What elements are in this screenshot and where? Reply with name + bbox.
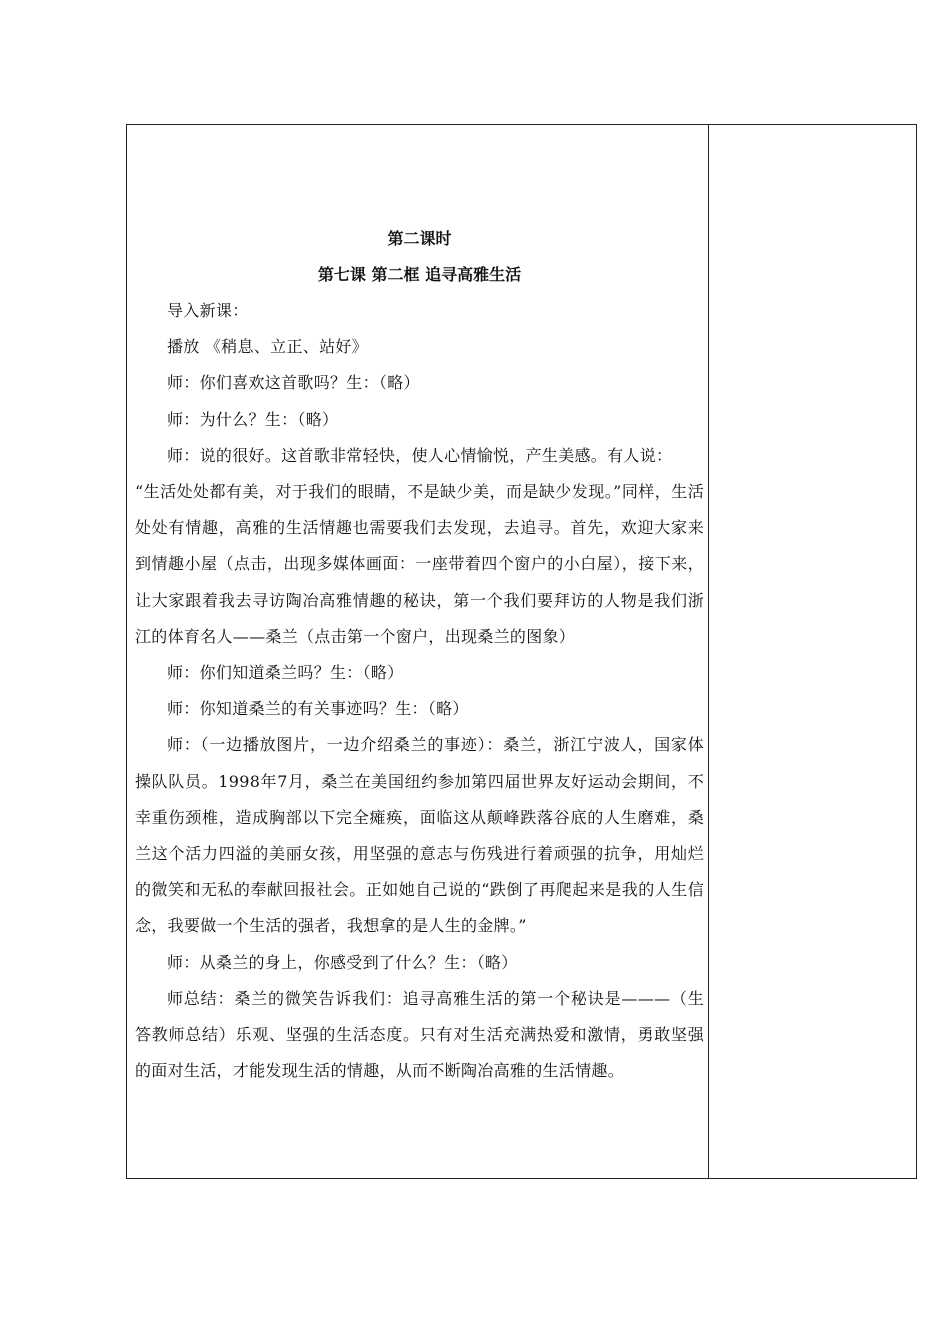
paragraph-quote: “生活处处都有美，对于我们的眼睛，不是缺少美，而是缺少发现。”同样，生活处处有情趣，高雅的生活情趣也需要我们去发现，去追寻。首先，欢迎大家来到情趣小屋（点击，出现多媒体画面：一座带着四个窗户的小白屋），接下来，让大家跟着我去寻访陶冶高雅情趣的秘诀，第一个我们要拜访的人物是我们浙江的体育名人——桑兰（点击第一个窗户，出现桑兰的图象） bbox=[135, 482, 704, 646]
period-title: 第二课时 bbox=[387, 229, 452, 248]
paragraph-dialog: 师：为什么？生：（略） bbox=[167, 409, 339, 429]
paragraph-play: 播放 《稍息、立正、站好》 bbox=[167, 337, 368, 357]
column-divider bbox=[708, 125, 709, 1178]
main-cell bbox=[127, 125, 708, 1178]
paragraph-summary: 师总结：桑兰的微笑告诉我们：追寻高雅生活的第一个秘诀是———（生答教师总结）乐观、坚强的生活态度。只有对生活充满热爱和激情，勇敢坚强的面对生活，才能发现生活的情趣，从而不断陶冶高雅的生活情趣。 bbox=[135, 988, 704, 1081]
paragraph-teacher: 师：说的很好。这首歌非常轻快，使人心情愉悦，产生美感。有人说： bbox=[167, 445, 673, 465]
paragraph-dialog: 师：你们喜欢这首歌吗？生：（略） bbox=[167, 373, 420, 393]
paragraph-dialog: 师：你们知道桑兰吗？生：（略） bbox=[167, 663, 404, 683]
lesson-content bbox=[135, 221, 704, 1089]
paragraph-dialog: 师：你知道桑兰的有关事迹吗？生：（略） bbox=[167, 699, 469, 719]
paragraph-story: 师：（一边播放图片，一边介绍桑兰的事迹）：桑兰，浙江宁波人，国家体操队队员。1998年7月，桑兰在美国纽约参加第四届世界友好运动会期间，不幸重伤颈椎，造成胸部以下完全瘫痪，面临这从颠峰跌落谷底的人生磨难，桑兰这个活力四溢的美丽女孩，用坚强的意志与伤残进行着顽强的抗争，用灿烂的微笑和无私的奉献回报社会。正如她自己说的“跌倒了再爬起来是我的人生信念，我要做一个生活的强者，我想拿的是人生的金牌。” bbox=[135, 735, 704, 936]
lesson-table bbox=[126, 124, 917, 1179]
paragraph-intro: 导入新课： bbox=[167, 301, 249, 320]
paragraph-dialog: 师：从桑兰的身上，你感受到了什么？生：（略） bbox=[167, 952, 518, 972]
lesson-title: 第七课 第二框 追寻高雅生活 bbox=[317, 265, 522, 284]
